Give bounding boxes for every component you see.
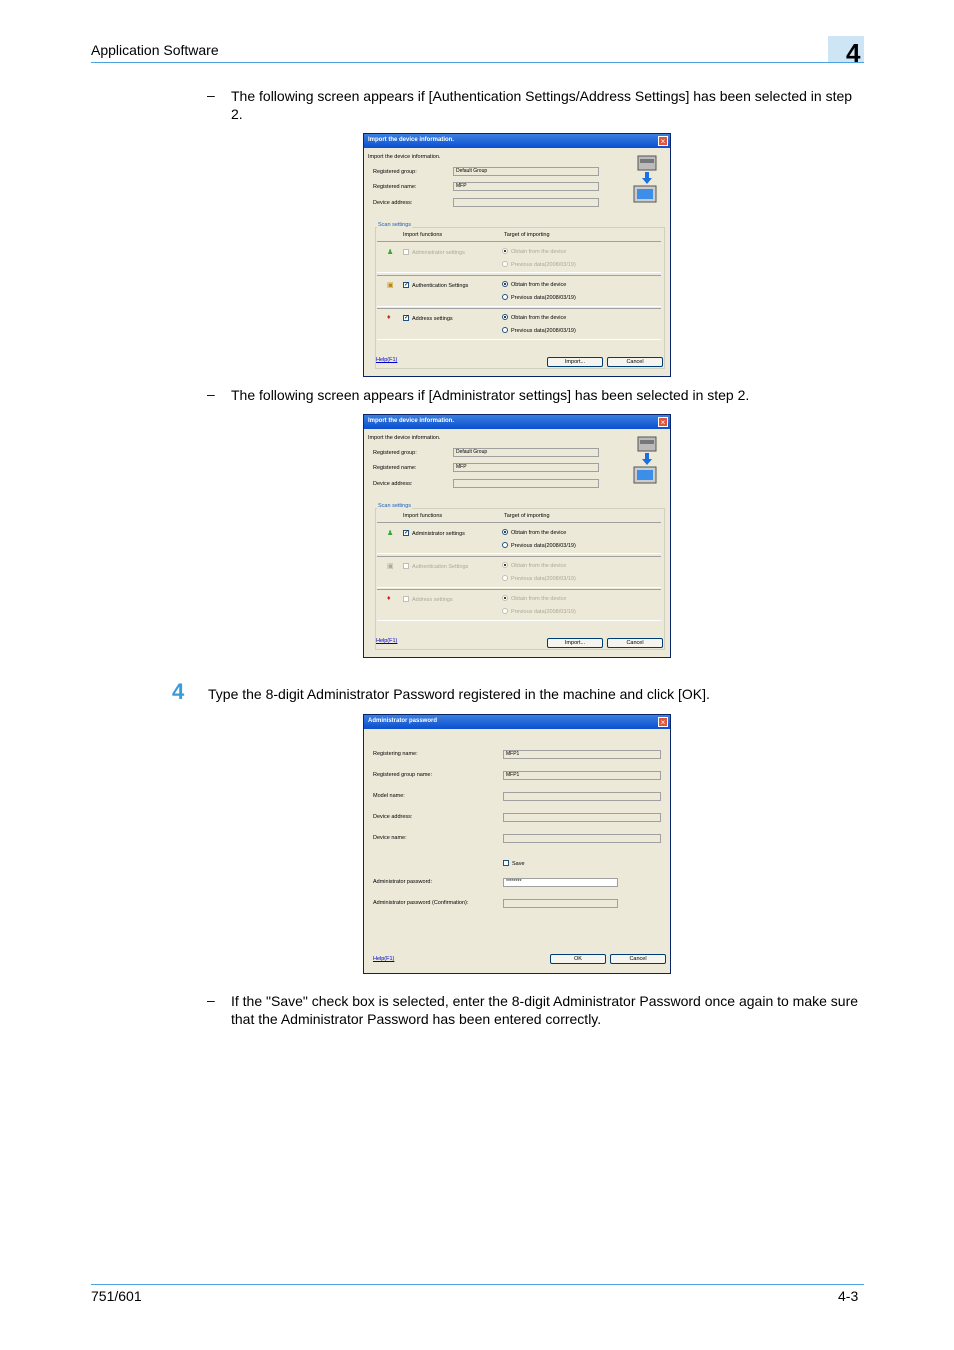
model-name-label: Model name: — [373, 793, 405, 799]
admin-password-input[interactable]: ******** — [503, 878, 618, 887]
admin-previous-radio[interactable] — [502, 542, 508, 548]
address-settings-row — [377, 589, 661, 621]
registered-name-label: Registered name: — [373, 465, 417, 471]
auth-settings-label: Authentication Settings — [412, 564, 469, 570]
auth-settings-row — [377, 556, 661, 588]
auth-settings-row — [377, 275, 661, 307]
device-address-label: Device address: — [373, 481, 413, 487]
auth-obtain-radio[interactable] — [502, 562, 508, 568]
registered-group-label: Registered group: — [373, 169, 417, 175]
target-header: Target of importing — [504, 232, 550, 238]
address-settings-label: Address settings — [412, 597, 453, 603]
section-label: Import the device information. — [368, 154, 441, 160]
printer-to-computer-icon — [630, 435, 662, 489]
printer-to-computer-icon — [630, 154, 662, 208]
registered-name-field[interactable]: MFP — [453, 182, 599, 191]
admin-password-dialog — [363, 714, 671, 974]
auth-obtain-label: Obtain from the device — [511, 282, 567, 288]
address-settings-checkbox[interactable]: ✓ — [404, 315, 410, 321]
address-previous-radio[interactable] — [502, 608, 508, 614]
import-button[interactable]: Import... — [547, 638, 603, 648]
admin-obtain-label: Obtain from the device — [511, 249, 567, 255]
address-settings-row — [377, 308, 661, 340]
address-previous-radio[interactable] — [502, 327, 508, 333]
auth-lock-icon: ▣ — [387, 563, 394, 570]
auth-settings-checkbox[interactable]: ✓ — [404, 282, 410, 288]
footer-model: 751/601 — [91, 1288, 142, 1304]
page-number: 4-3 — [838, 1288, 859, 1304]
registering-name-field[interactable]: MFP1 — [503, 750, 661, 759]
admin-previous-label: Previous data(2008/03/19) — [511, 543, 576, 549]
address-book-icon: ♦ — [387, 595, 391, 602]
device-name-label: Device name: — [373, 835, 407, 841]
step-number: 4 — [172, 679, 185, 704]
admin-settings-row — [377, 522, 661, 554]
step-text: Type the 8-digit Administrator Password registered in the machine and click [OK]. — [208, 686, 710, 702]
close-icon[interactable]: × — [658, 136, 668, 146]
header-rule — [91, 62, 864, 63]
scan-settings-label: Scan settings — [378, 503, 412, 509]
admin-settings-label: Administrator settings — [412, 531, 465, 537]
auth-lock-icon: ▣ — [387, 282, 394, 289]
admin-obtain-radio[interactable] — [502, 248, 508, 254]
dash-marker: – — [207, 992, 215, 1008]
section-label: Import the device information. — [368, 435, 441, 441]
target-header: Target of importing — [504, 513, 550, 519]
bullet-text-2: The following screen appears if [Administrator settings] has been selected in step 2. — [231, 387, 750, 403]
close-icon[interactable]: × — [658, 717, 668, 727]
admin-password-label: Administrator password: — [373, 879, 432, 885]
import-dialog-admin — [363, 414, 671, 658]
dash-marker: – — [207, 87, 215, 103]
save-checkbox[interactable] — [503, 860, 509, 866]
import-dialog-auth-address — [363, 133, 671, 377]
auth-settings-checkbox[interactable] — [403, 563, 409, 569]
chapter-number: 4 — [846, 38, 861, 68]
auth-previous-label: Previous data(2008/03/19) — [511, 295, 576, 301]
dialog-title: Administrator password — [368, 718, 438, 724]
auth-previous-label: Previous data(2008/03/19) — [511, 576, 576, 582]
admin-settings-checkbox[interactable] — [403, 249, 409, 255]
help-link[interactable]: Help(F1) — [376, 357, 398, 363]
admin-settings-label: Administrator settings — [412, 250, 465, 256]
import-functions-header: Import functions — [403, 232, 443, 238]
import-button[interactable]: Import... — [547, 357, 603, 367]
address-obtain-radio[interactable] — [502, 595, 508, 601]
close-icon[interactable]: × — [658, 417, 668, 427]
bullet-text-3: If the "Save" check box is selected, enter the 8-digit Administrator Password once again to make sure that the Administrator Password has been entered correctly. — [231, 993, 859, 1027]
auth-previous-radio[interactable] — [502, 294, 508, 300]
import-functions-header: Import functions — [403, 513, 443, 519]
address-obtain-radio[interactable] — [502, 314, 508, 320]
dash-marker: – — [207, 386, 215, 402]
admin-obtain-radio[interactable] — [502, 529, 508, 535]
device-address-field[interactable] — [453, 479, 599, 488]
footer-rule — [91, 1284, 864, 1285]
admin-settings-row — [377, 241, 661, 273]
admin-obtain-label: Obtain from the device — [511, 530, 567, 536]
address-obtain-label: Obtain from the device — [511, 315, 567, 321]
admin-password-confirm-label: Administrator password (Confirmation): — [373, 900, 469, 906]
admin-settings-checkbox[interactable]: ✓ — [404, 530, 410, 536]
admin-previous-radio[interactable] — [502, 261, 508, 267]
auth-obtain-label: Obtain from the device — [511, 563, 567, 569]
admin-password-confirm-input[interactable] — [503, 899, 618, 908]
ok-button[interactable]: OK — [550, 954, 606, 964]
device-name-field[interactable] — [503, 834, 661, 843]
save-label: Save — [512, 861, 525, 867]
device-address-label: Device address: — [373, 814, 413, 820]
admin-user-icon: ♟ — [387, 249, 394, 256]
help-link[interactable]: Help(F1) — [373, 956, 395, 962]
bullet-text-1: The following screen appears if [Authentication Settings/Address Settings] has been selected in step 2. — [231, 88, 853, 122]
cancel-button[interactable]: Cancel — [607, 357, 663, 367]
address-previous-label: Previous data(2008/03/19) — [511, 609, 576, 615]
help-link[interactable]: Help(F1) — [376, 638, 398, 644]
dialog-title: Import the device information. — [368, 137, 455, 143]
registered-group-name-label: Registered group name: — [373, 772, 433, 778]
address-settings-label: Address settings — [412, 316, 453, 322]
admin-user-icon: ♟ — [387, 530, 394, 537]
registered-name-field[interactable]: MFP — [453, 463, 599, 472]
registered-group-label: Registered group: — [373, 450, 417, 456]
address-book-icon: ♦ — [387, 314, 391, 321]
title-bar — [364, 715, 670, 729]
header-title: Application Software — [91, 42, 219, 58]
title-bar — [364, 415, 670, 429]
cancel-button[interactable]: Cancel — [610, 954, 666, 964]
auth-obtain-radio[interactable] — [502, 281, 508, 287]
auth-settings-label: Authentication Settings — [412, 283, 469, 289]
device-address-field[interactable] — [453, 198, 599, 207]
address-previous-label: Previous data(2008/03/19) — [511, 328, 576, 334]
registered-name-label: Registered name: — [373, 184, 417, 190]
registered-group-field[interactable]: Default Group — [453, 167, 599, 176]
model-name-field[interactable] — [503, 792, 661, 801]
registering-name-label: Registering name: — [373, 751, 418, 757]
registered-group-name-field[interactable]: MFP1 — [503, 771, 661, 780]
device-address-field[interactable] — [503, 813, 661, 822]
title-bar — [364, 134, 670, 148]
cancel-button[interactable]: Cancel — [607, 638, 663, 648]
device-address-label: Device address: — [373, 200, 413, 206]
registered-group-field[interactable]: Default Group — [453, 448, 599, 457]
dialog-title: Import the device information. — [368, 418, 455, 424]
scan-settings-label: Scan settings — [378, 222, 412, 228]
address-settings-checkbox[interactable] — [403, 596, 409, 602]
auth-previous-radio[interactable] — [502, 575, 508, 581]
admin-previous-label: Previous data(2008/03/19) — [511, 262, 576, 268]
address-obtain-label: Obtain from the device — [511, 596, 567, 602]
